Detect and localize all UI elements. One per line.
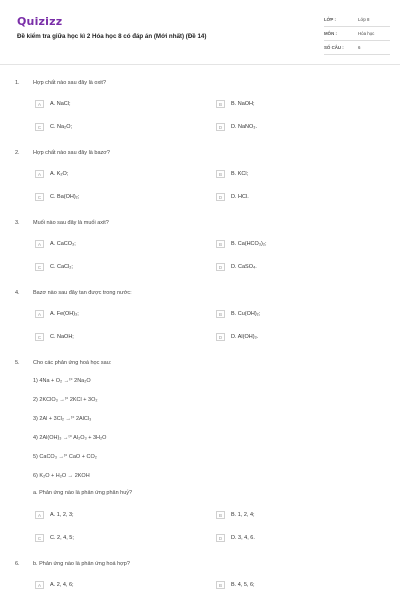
option-letter: B [216, 100, 225, 108]
meta-value: Lớp 8 [358, 17, 370, 22]
option-c[interactable] [35, 263, 73, 271]
option-letter: B [216, 240, 225, 248]
option-letter: A [35, 581, 44, 589]
option-text: B. KCl; [231, 171, 249, 177]
option-c[interactable] [35, 123, 72, 131]
page-title: Đề kiểm tra giữa học kì 2 Hóa học 8 có đáp án (Mới nhất) (Đề 14) [17, 33, 207, 40]
reaction-line: 3) 2Al + 3Cl₂ →ᵗ° 2AlCl₃ [33, 416, 92, 422]
meta-label: SỐ CÂU : [324, 45, 344, 50]
option-text: B. 1, 2, 4; [231, 512, 255, 518]
meta-row-class [324, 13, 390, 27]
meta-row-subject [324, 27, 390, 41]
option-text: A. NaCl; [50, 101, 71, 107]
option-b[interactable] [216, 240, 267, 248]
question-text: Cho các phản ứng hoá học sau: [33, 360, 112, 366]
option-text: A. 1, 2, 3; [50, 512, 74, 518]
option-a[interactable] [35, 511, 74, 519]
question-number: 3. [15, 220, 20, 226]
question-number: 4. [15, 290, 20, 296]
question-text: Hợp chất nào sau đây là bazơ? [33, 150, 110, 156]
option-text: C. CaCl₂; [50, 264, 73, 270]
option-d[interactable] [216, 123, 257, 131]
option-letter: D [216, 333, 225, 341]
option-d[interactable] [216, 193, 249, 201]
option-text: C. NaOH; [50, 334, 74, 340]
option-letter: D [216, 263, 225, 271]
option-c[interactable] [35, 193, 79, 201]
option-letter: D [216, 123, 225, 131]
meta-label: MÔN : [324, 31, 337, 36]
option-d[interactable] [216, 534, 255, 542]
question-number: 5. [15, 360, 20, 366]
option-text: D. HCl. [231, 194, 249, 200]
option-text: C. Ba(OH)₂; [50, 194, 80, 200]
option-text: B. Ca(HCO₃)₂; [231, 241, 267, 247]
option-b[interactable] [216, 100, 255, 108]
question-number: 6. [15, 561, 20, 567]
option-text: A. Fe(OH)₃; [50, 311, 79, 317]
option-text: B. Cu(OH)₂; [231, 311, 261, 317]
reaction-line: 4) 2Al(OH)₃ →ᵗ° Al₂O₃ + 3H₂O [33, 435, 107, 441]
meta-row-count [324, 41, 390, 55]
option-letter: A [35, 511, 44, 519]
option-letter: B [216, 310, 225, 318]
question-text: Bazơ nào sau đây tan được trong nước: [33, 290, 132, 296]
option-letter: D [216, 534, 225, 542]
option-text: B. 4, 5, 6; [231, 582, 255, 588]
option-a[interactable] [35, 170, 68, 178]
option-text: B. NaOH; [231, 101, 255, 107]
option-text: A. K₂O; [50, 171, 69, 177]
reaction-line: 5) CaCO₃ →ᵗ° CaO + CO₂ [33, 454, 97, 460]
option-letter: A [35, 310, 44, 318]
option-letter: D [216, 193, 225, 201]
option-text: A. CaCO₃; [50, 241, 76, 247]
option-text: A. 2, 4, 6; [50, 582, 74, 588]
option-b[interactable] [216, 581, 255, 589]
option-a[interactable] [35, 100, 70, 108]
option-text: C. Na₂O; [50, 124, 72, 130]
option-d[interactable] [216, 333, 258, 341]
option-c[interactable] [35, 333, 74, 341]
option-d[interactable] [216, 263, 257, 271]
question-number: 1. [15, 80, 20, 86]
meta-panel [324, 13, 390, 55]
subquestion-text: a. Phản ứng nào là phản ứng phân huỷ? [33, 490, 133, 496]
option-c[interactable] [35, 534, 74, 542]
option-text: D. Al(OH)₃. [231, 334, 259, 340]
reaction-line: 2) 2KClO₃ →ᵗ° 2KCl + 3O₂ [33, 397, 98, 403]
meta-value: Hóa học [358, 31, 375, 36]
option-letter: C [35, 534, 44, 542]
option-letter: C [35, 263, 44, 271]
option-text: D. 3, 4, 6. [231, 535, 255, 541]
header-divider [0, 64, 400, 65]
meta-value: 6 [358, 45, 361, 50]
option-letter: A [35, 240, 44, 248]
quizizz-logo: Quizizz [17, 15, 63, 28]
question-text: Hợp chất nào sau đây là oxit? [33, 80, 107, 86]
option-b[interactable] [216, 511, 255, 519]
option-letter: C [35, 333, 44, 341]
option-letter: B [216, 170, 225, 178]
reaction-line: 1) 4Na + O₂ →ᵗ° 2Na₂O [33, 378, 91, 384]
option-letter: C [35, 193, 44, 201]
option-letter: A [35, 100, 44, 108]
question-text: Muối nào sau đây là muối axit? [33, 220, 109, 226]
question-number: 2. [15, 150, 20, 156]
option-letter: C [35, 123, 44, 131]
option-letter: B [216, 581, 225, 589]
option-a[interactable] [35, 581, 74, 589]
option-b[interactable] [216, 170, 248, 178]
option-letter: A [35, 170, 44, 178]
option-text: D. NaNO₃. [231, 124, 258, 130]
option-text: D. CaSO₄. [231, 264, 257, 270]
option-a[interactable] [35, 240, 76, 248]
option-text: C. 2, 4, 5; [50, 535, 74, 541]
meta-label: LỚP : [324, 17, 336, 22]
option-b[interactable] [216, 310, 260, 318]
option-a[interactable] [35, 310, 79, 318]
option-letter: B [216, 511, 225, 519]
question-text: b. Phản ứng nào là phản ứng hoá hợp? [33, 561, 130, 567]
reaction-line: 6) K₂O + H₂O → 2KOH [33, 473, 90, 479]
